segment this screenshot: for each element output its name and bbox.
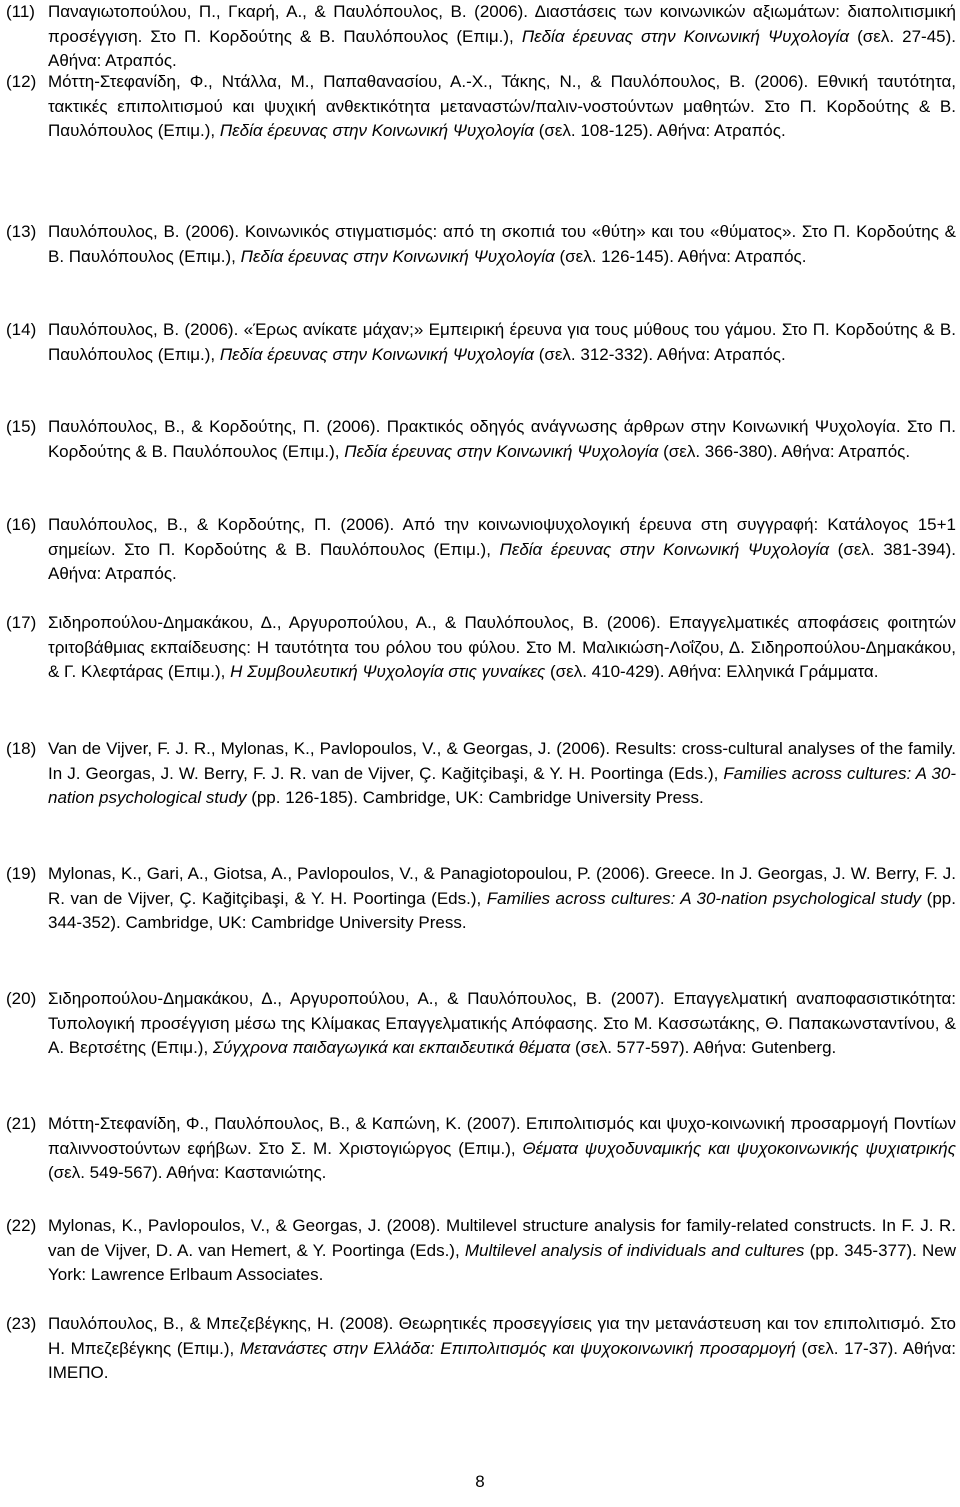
reference-title-italic: Μετανάστες στην Ελλάδα: Επιπολιτισμός και ψυχοκοινωνική προσαρμογή (239, 1338, 796, 1358)
reference-number: (17) (6, 613, 37, 632)
reference-entry (0, 1214, 956, 1288)
reference-text-segment: (σελ. 410-429). Αθήνα: Ελληνικά Γράμματα. (545, 662, 879, 682)
reference-entry (0, 318, 956, 367)
reference-number: (20) (6, 989, 37, 1008)
reference-number: (11) (6, 2, 35, 21)
reference-text-segment: Μόττη-Στεφανίδη, Φ., Ντάλλα, Μ., Παπαθανασίου, Α.-Χ., Τάκης, Ν., & Παυλόπουλος, Β. (2006). Εθνική ταυτότητα, τακτικές επιπολιτισμού και ψυχική ανθεκτικότητα μεταναστών/παλιν-νοστούντων μαθητών. Στο Π. Κορδούτης & Β. Παυλόπουλος (Επιμ.), (48, 72, 956, 141)
reference-text-segment: (σελ. 577-597). Αθήνα: Gutenberg. (570, 1038, 837, 1058)
reference-title-italic: Θέματα ψυχοδυναμικής και ψυχοκοινωνικής ψυχιατρικής (522, 1138, 956, 1158)
reference-text (48, 987, 956, 1061)
reference-text-segment: Παναγιωτοπούλου, Π., Γκαρή, Α., & Παυλόπουλος, Β. (2006). Διαστάσεις των κοινωνικών αξιωμάτων: διαπολιτισμική προσέγγιση. Στο Π. Κορδούτης & Β. Παυλόπουλος (Επιμ.), (48, 2, 956, 46)
reference-text-segment: Mylonas, K., Pavlopoulos, V., & Georgas, J. (2008). Multilevel structure analysis for family-related constructs. In F. J. R. van de Vijver, D. A. van Hemert, & Y. Poortinga (Eds.), (48, 1216, 956, 1260)
reference-number: (21) (6, 1114, 37, 1133)
reference-text (48, 611, 956, 685)
reference-entry (0, 1312, 956, 1386)
reference-entry (0, 1112, 956, 1186)
reference-text-segment: (pp. 126-185). Cambridge, UK: Cambridge University Press. (246, 788, 704, 808)
reference-text-segment: Van de Vijver, F. J. R., Mylonas, K., Pavlopoulos, V., & Georgas, J. (2006). Results: cross-cultural analyses of the family. In J. Georgas, J. W. Berry, F. J. R. van de Vijver, Ç. Kağitçibaşi, & Y. H. Poortinga (Eds.), (48, 739, 956, 783)
reference-text (48, 862, 956, 936)
reference-text-segment: Παυλόπουλος, Β. (2006). Κοινωνικός στιγματισμός: από τη σκοπιά του «θύτη» και του «θύματος». Στο Π. Κορδούτης & Β. Παυλόπουλος (Επιμ.), (48, 222, 956, 266)
reference-entry (0, 987, 956, 1061)
reference-title-italic: Η Συμβουλευτική Ψυχολογία στις γυναίκες (230, 662, 546, 682)
reference-text-segment: Mylonas, K., Gari, A., Giotsa, A., Pavlopoulos, V., & Panagiotopoulou, P. (2006). Greece. In J. Georgas, J. W. Berry, F. J. R. van de Vijver, Ç. Kağitçibaşi, & Y. H. Poortinga (Eds.), (48, 864, 956, 908)
reference-text-segment: Παυλόπουλος, Β., & Μπεζεβέγκης, Η. (2008). Θεωρητικές προσεγγίσεις για την μετανάστευση και τον επιπολιτισμό. Στο Η. Μπεζεβέγκης (Επιμ.), (48, 1314, 956, 1358)
reference-number: (14) (6, 320, 37, 339)
reference-text (48, 70, 956, 144)
reference-text (48, 318, 956, 367)
reference-title-italic: Families across cultures: A 30-nation psychological study (486, 888, 922, 908)
reference-text-segment: (σελ. 312-332). Αθήνα: Ατραπός. (533, 344, 786, 364)
reference-text-segment: Παυλόπουλος, Β. (2006). «Έρως ανίκατε μάχαν;» Εμπειρική έρευνα για τους μύθους του γάμου. Στο Π. Κορδούτης & Β. Παυλόπουλος (Επιμ.), (48, 320, 956, 364)
reference-entry (0, 0, 956, 74)
reference-title-italic: Πεδία έρευνας στην Κοινωνική Ψυχολογία (344, 441, 659, 461)
page-number: 8 (475, 1472, 485, 1491)
reference-text-segment: (pp. 344-352). Cambridge, UK: Cambridge University Press. (48, 888, 956, 933)
reference-text-segment: Σιδηροπούλου-Δημακάκου, Δ., Αργυροπούλου, Α., & Παυλόπουλος, Β. (2006). Επαγγελματικές αποφάσεις φοιτητών τριτοβάθμιας εκπαίδευσης: Η ταυτότητα του ρόλου του φύλου. Στο Μ. Μαλικιώση-Λοΐζου, Δ. Σιδηροπούλου-Δημακάκου, & Γ. Κλεφτάρας (Επιμ.), (48, 613, 956, 682)
reference-title-italic: Πεδία έρευνας στην Κοινωνική Ψυχολογία (219, 344, 534, 364)
reference-entry (0, 70, 956, 144)
reference-text (48, 737, 956, 811)
reference-number: (22) (6, 1216, 37, 1235)
reference-entry (0, 737, 956, 811)
reference-number: (23) (6, 1314, 37, 1333)
reference-title-italic: Πεδία έρευνας στην Κοινωνική Ψυχολογία (521, 26, 850, 46)
reference-text-segment: Μόττη-Στεφανίδη, Φ., Παυλόπουλος, Β., & Καπώνη, Κ. (2007). Επιπολιτισμός και ψυχο-κοινωνική προσαρμογή Ποντίων παλιννοστούντων εφήβων. Στο Σ. Μ. Χριστογιώργος (Επιμ.), (48, 1114, 956, 1158)
reference-text (48, 513, 956, 587)
reference-entry (0, 220, 956, 269)
reference-title-italic: Families across cultures: A 30-nation psychological study (48, 763, 956, 808)
reference-text-segment: (σελ. 366-380). Αθήνα: Ατραπός. (658, 441, 911, 461)
reference-text-segment: (σελ. 17-37). Αθήνα: ΙΜΕΠΟ. (48, 1338, 956, 1383)
reference-text-segment: (σελ. 549-567). Αθήνα: Καστανιώτης. (48, 1163, 327, 1183)
reference-title-italic: Πεδία έρευνας στην Κοινωνική Ψυχολογία (499, 539, 830, 559)
reference-title-italic: Πεδία έρευνας στην Κοινωνική Ψυχολογία (219, 121, 534, 141)
reference-entry (0, 513, 956, 587)
reference-text-segment: Σιδηροπούλου-Δημακάκου, Δ., Αργυροπούλου, Α., & Παυλόπουλος, Β. (2007). Επαγγελματική αναποφασιστικότητα: Τυπολογική προσέγγιση μέσω της Κλίμακας Επαγγελματικής Απόφασης. Στο Μ. Κασσωτάκης, Θ. Παπακωνσταντίνου, & Α. Βερτσέτης (Επιμ.), (48, 989, 956, 1058)
reference-number: (15) (6, 417, 37, 436)
reference-title-italic: Multilevel analysis of individuals and cultures (464, 1240, 805, 1260)
reference-text (48, 1214, 956, 1288)
reference-text-segment: (σελ. 126-145). Αθήνα: Ατραπός. (554, 246, 807, 266)
reference-number: (18) (6, 739, 37, 758)
reference-text-segment: (σελ. 381-394). Αθήνα: Ατραπός. (48, 539, 956, 584)
reference-text (48, 1112, 956, 1186)
reference-text (48, 0, 956, 74)
reference-title-italic: Σύγχρονα παιδαγωγικά και εκπαιδευτικά θέματα (212, 1038, 571, 1058)
reference-number: (19) (6, 864, 37, 883)
reference-text-segment: Παυλόπουλος, Β., & Κορδούτης, Π. (2006). Πρακτικός οδηγός ανάγνωσης άρθρων στην Κοινωνική Ψυχολογία. Στο Π. Κορδούτης & Β. Παυλόπουλος (Επιμ.), (48, 417, 956, 461)
reference-text-segment: (σελ. 27-45). Αθήνα: Ατραπός. (48, 26, 956, 71)
reference-text (48, 1312, 956, 1386)
reference-number: (12) (6, 72, 37, 91)
reference-number: (16) (6, 515, 37, 534)
reference-text-segment: Παυλόπουλος, Β., & Κορδούτης, Π. (2006). Από την κοινωνιοψυχολογική έρευνα στη συγγραφή: Κατάλογος 15+1 σημείων. Στο Π. Κορδούτης & Β. Παυλόπουλος (Επιμ.), (48, 515, 956, 559)
reference-entry (0, 415, 956, 464)
reference-text-segment: (σελ. 108-125). Αθήνα: Ατραπός. (533, 121, 786, 141)
reference-text (48, 415, 956, 464)
reference-number: (13) (6, 222, 37, 241)
reference-entry (0, 611, 956, 685)
reference-entry (0, 862, 956, 936)
reference-text-segment: (pp. 345-377). New York: Lawrence Erlbaum Associates. (48, 1240, 957, 1285)
reference-text (48, 220, 956, 269)
reference-title-italic: Πεδία έρευνας στην Κοινωνική Ψυχολογία (240, 246, 555, 266)
